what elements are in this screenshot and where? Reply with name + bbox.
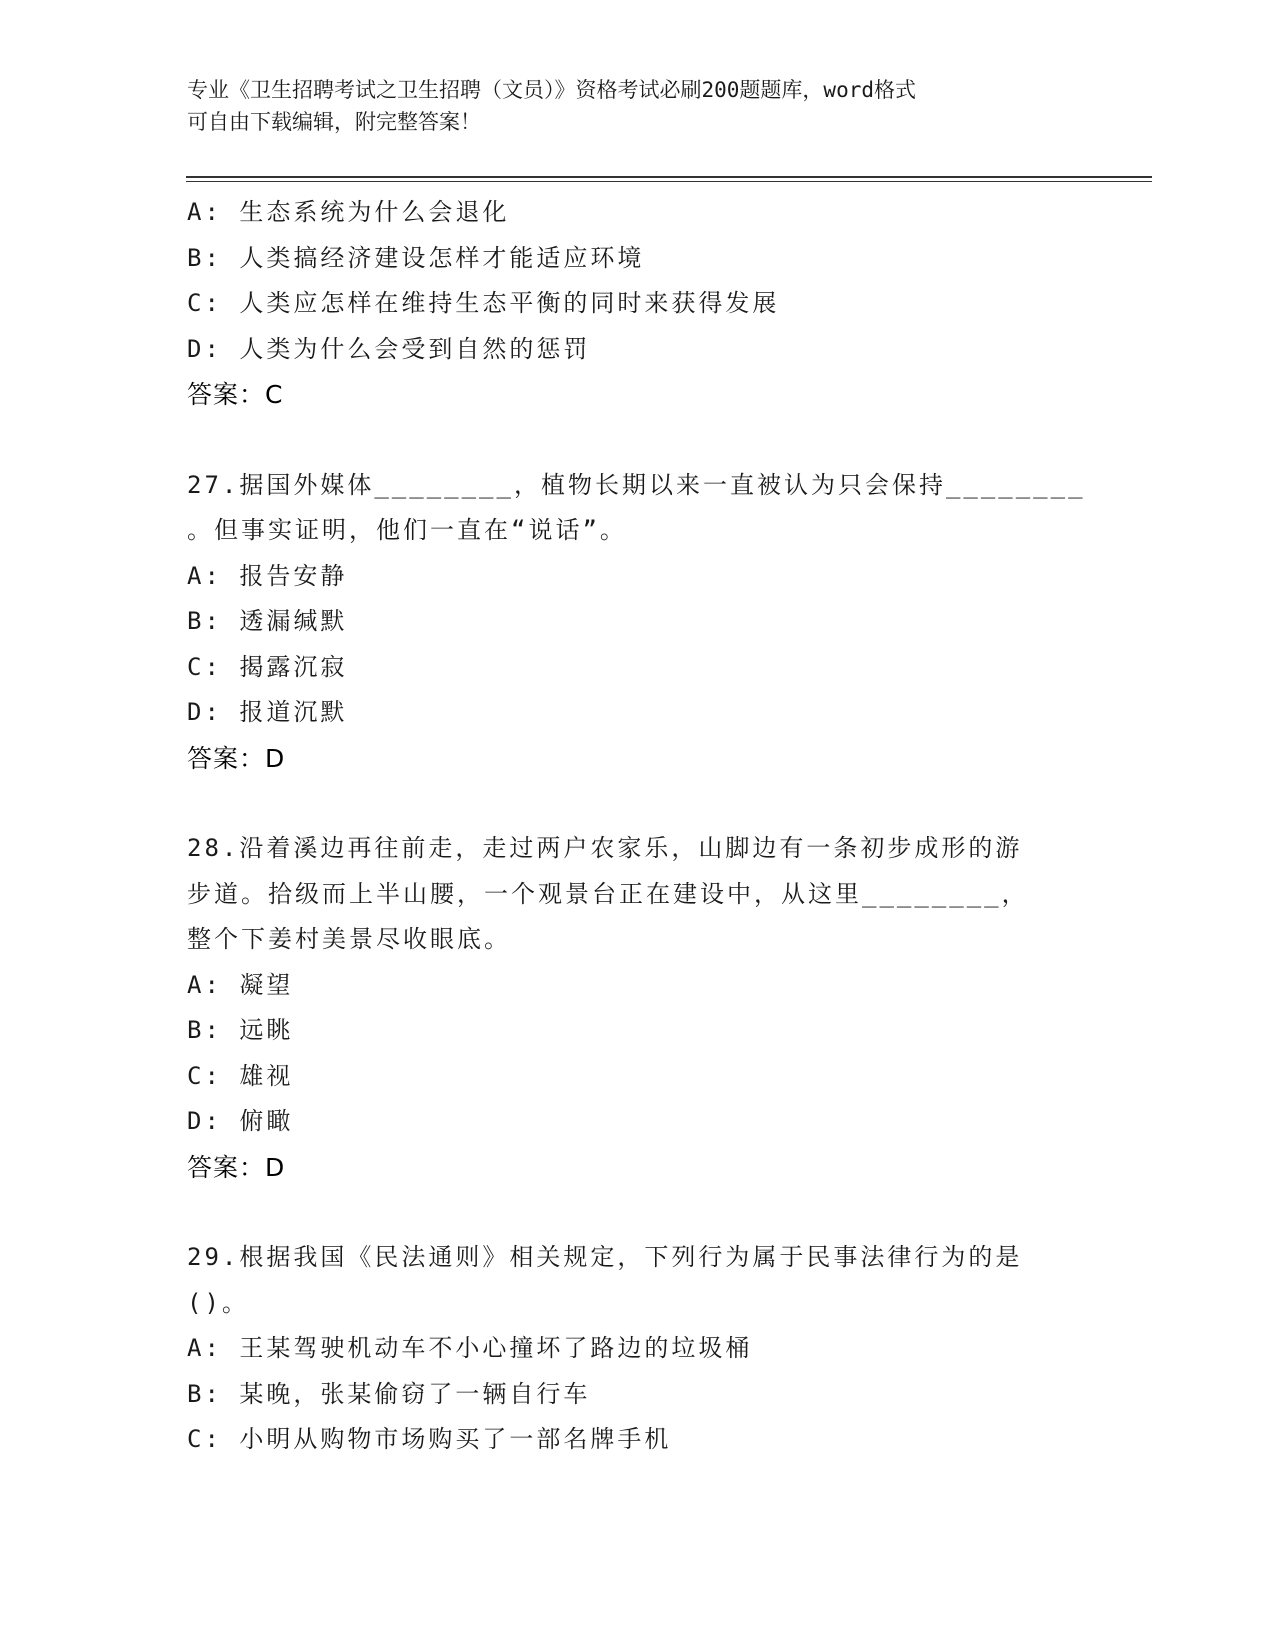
- option-a: A: 生态系统为什么会退化: [187, 198, 510, 226]
- question-29: [187, 1235, 1087, 1463]
- question-text-line: 29.根据我国《民法通则》相关规定，下列行为属于民事法律行为的是: [187, 1243, 1023, 1271]
- option-b: B: 人类搞经济建设怎样才能适应环境: [187, 243, 645, 272]
- question-text-line: 27.据国外媒体________，植物长期以来一直被认为只会保持________: [187, 470, 1086, 499]
- question-text-line: 步道。拾级而上半山腰，一个观景台正在建设中，从这里________，: [187, 879, 1029, 908]
- option-b: B: 某晚，张某偷窃了一辆自行车: [187, 1379, 591, 1408]
- option-c: C: 人类应怎样在维持生态平衡的同时来获得发展: [187, 289, 780, 317]
- option-a: A: 王某驾驶机动车不小心撞坏了路边的垃圾桶: [187, 1334, 753, 1362]
- question-text-line: 28.沿着溪边再往前走，走过两户农家乐，山脚边有一条初步成形的游: [187, 834, 1023, 862]
- question-28: [187, 826, 1087, 1190]
- option-d: D: 报道沉默: [187, 698, 348, 726]
- question-26-continued: [187, 190, 1087, 418]
- answer-line: 答案：D: [187, 743, 286, 773]
- question-text-line: 。但事实证明，他们一直在“说话”。: [187, 516, 627, 544]
- question-text-line: 整个下姜村美景尽收眼底。: [187, 925, 511, 953]
- option-a: A: 凝望: [187, 970, 294, 999]
- question-list: [187, 190, 1087, 1463]
- answer-line: 答案：C: [187, 380, 284, 409]
- document-header: [187, 74, 1087, 138]
- option-c: C: 揭露沉寂: [187, 652, 348, 681]
- question-27: [187, 463, 1087, 782]
- option-d: D: 人类为什么会受到自然的惩罚: [187, 334, 591, 363]
- header-line-2: 可自由下载编辑，附完整答案！: [187, 110, 481, 134]
- option-b: B: 透漏缄默: [187, 607, 348, 635]
- option-a: A: 报告安静: [187, 561, 348, 590]
- option-c: C: 小明从购物市场购买了一部名牌手机: [187, 1425, 672, 1453]
- option-d: D: 俯瞰: [187, 1107, 294, 1135]
- header-line-1: 专业《卫生招聘考试之卫生招聘（文员）》资格考试必刷200题题库，word格式: [187, 78, 916, 102]
- option-c: C: 雄视: [187, 1061, 294, 1090]
- question-text-line: ()。: [187, 1288, 249, 1317]
- header-divider: [186, 176, 1152, 182]
- answer-line: 答案：D: [187, 1152, 286, 1182]
- option-b: B: 远眺: [187, 1016, 294, 1044]
